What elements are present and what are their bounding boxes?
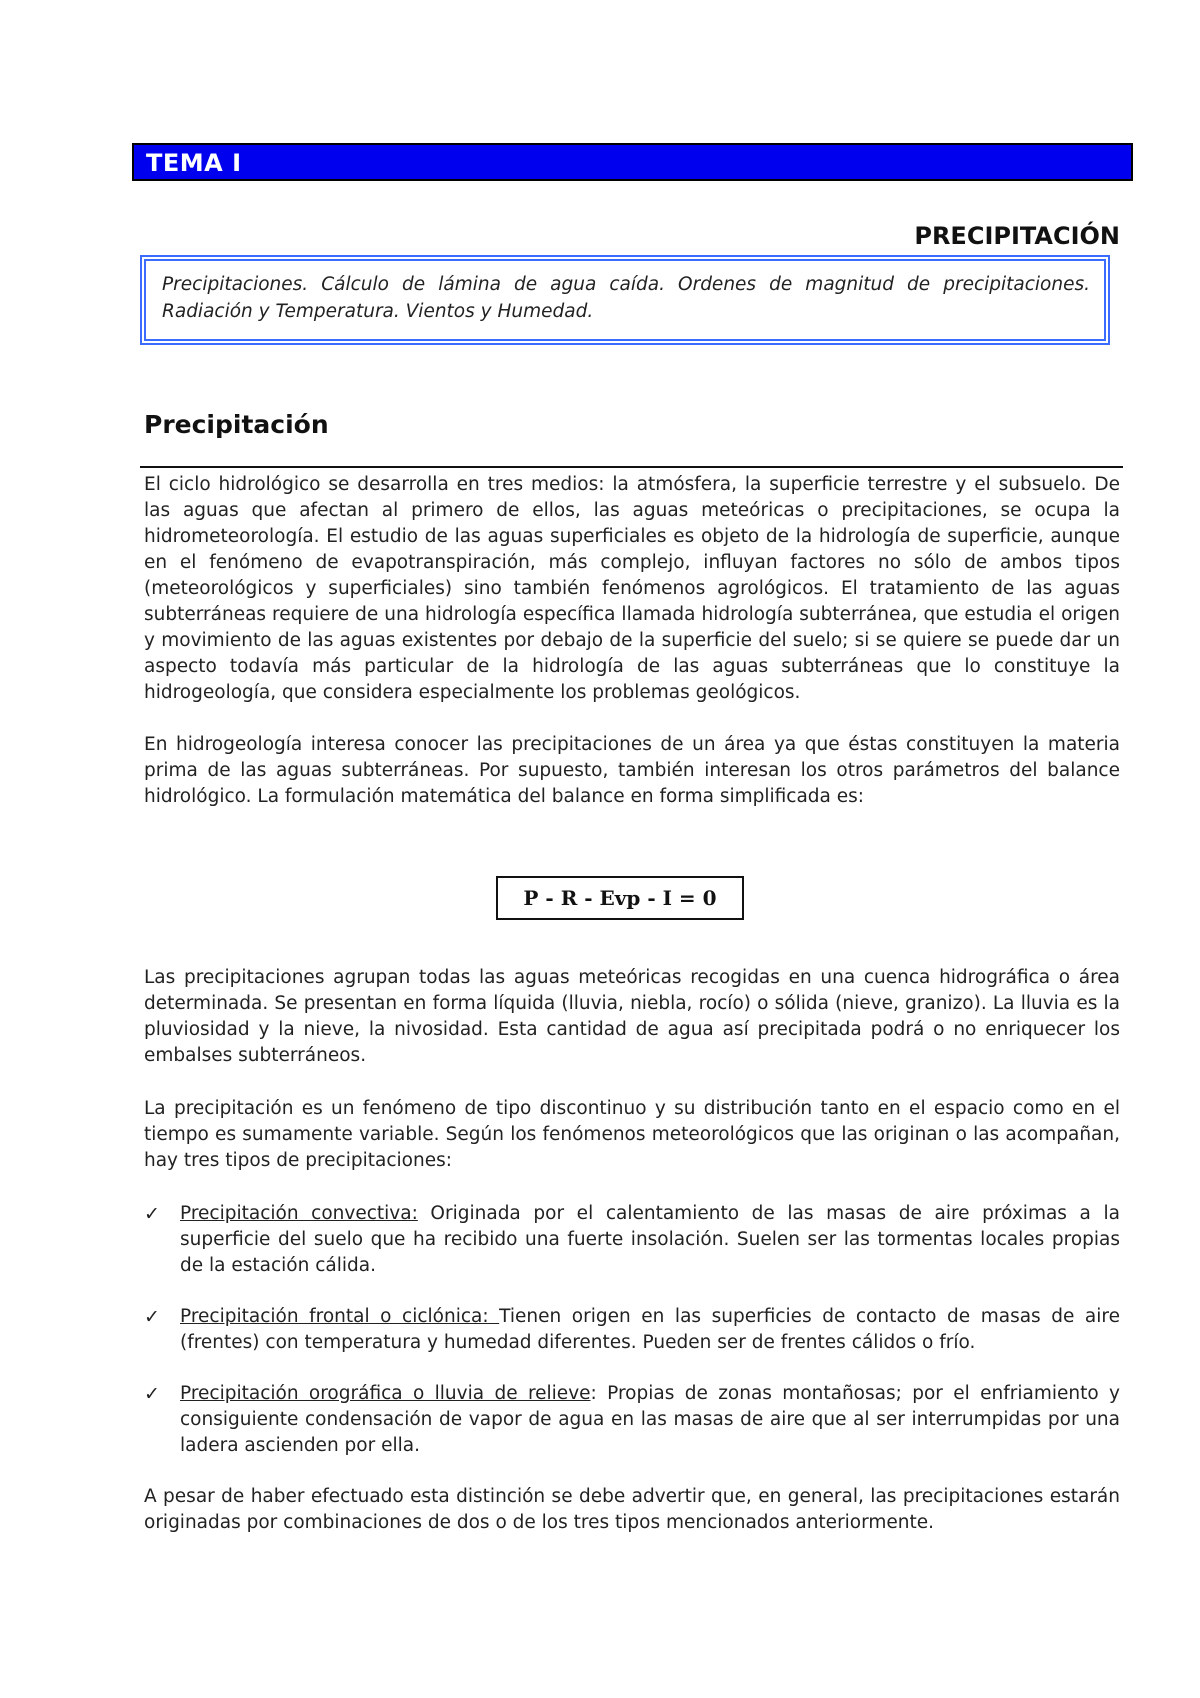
- balance-formula: P - R - Evp - I = 0: [523, 886, 717, 910]
- checkmark-icon: ✓: [144, 1306, 160, 1328]
- summary-text: Precipitaciones. Cálculo de lámina de agua caída. Ordenes de magnitud de precipitaciones. Radiación y Temperatura. Vientos y Humedad.: [162, 274, 1090, 322]
- section-heading: Precipitación: [144, 410, 329, 439]
- bullet-label: Precipitación convectiva:: [180, 1203, 418, 1224]
- tema-header-bar: [132, 143, 1133, 181]
- paragraph-precipitation-forms: Las precipitaciones agrupan todas las aguas meteóricas recogidas en una cuenca hidrográfica o área determinada. Se presentan en forma líquida (lluvia, niebla, rocío) o sólida (nieve, granizo). La lluvia es la pluviosidad y la nieve, la nivosidad. Esta cantidad de agua así precipitada podrá o no enriquecer los embalses subterráneos.: [144, 967, 1120, 1066]
- bullet-description: Tienen origen en las superficies de contacto de masas de aire (frentes) con temperatura y humedad diferentes. Pueden ser de frentes cálidos o frío.: [180, 1306, 1120, 1353]
- bullet-text: [180, 1304, 1120, 1356]
- section-divider: [140, 466, 1123, 468]
- summary-box: [140, 255, 1110, 345]
- formula-box: [496, 876, 744, 920]
- list-item-orographic: [144, 1381, 1120, 1459]
- bullet-text: [180, 1201, 1120, 1279]
- checkmark-icon: ✓: [144, 1203, 160, 1225]
- bullet-label: Precipitación orográfica o lluvia de relieve: [180, 1383, 591, 1404]
- tema-title: TEMA I: [146, 149, 242, 177]
- bullet-text: [180, 1381, 1120, 1459]
- list-item-frontal: [144, 1304, 1120, 1356]
- bullet-description: Originada por el calentamiento de las masas de aire próximas a la superficie del suelo que ha recibido una fuerte insolación. Suelen ser las tormentas locales propias de la estación cálida.: [180, 1203, 1120, 1276]
- chapter-title: PRECIPITACIÓN: [914, 222, 1120, 250]
- checkmark-icon: ✓: [144, 1383, 160, 1405]
- paragraph-conclusion: A pesar de haber efectuado esta distinción se debe advertir que, en general, las precipitaciones estarán originadas por combinaciones de dos o de los tres tipos mencionados anteriormente.: [144, 1486, 1120, 1533]
- list-item-convective: [144, 1201, 1120, 1279]
- paragraph-intro: El ciclo hidrológico se desarrolla en tres medios: la atmósfera, la superficie terrestre y el subsuelo. De las aguas que afectan al primero de ellos, las aguas meteóricas o precipitaciones, se ocupa la hidrometeorología. El estudio de las aguas superficiales es objeto de la hidrología de superficie, aunque en el fenómeno de evapotranspiración, más complejo, influyan factores no sólo de ambos tipos (meteorológicos y superficiales) sino también fenómenos agrológicos. El tratamiento de las aguas subterráneas requiere de una hidrología específica llamada hidrología subterránea, que estudia el origen y movimiento de las aguas existentes por debajo de la superficie del suelo; si se quiere se puede dar un aspecto todavía más particular de la hidrología de las aguas subterráneas que lo constituye la hidrogeología, que considera especialmente los problemas geológicos.: [144, 474, 1120, 703]
- bullet-label: Precipitación frontal o ciclónica:: [180, 1306, 500, 1327]
- bullet-description: : Propias de zonas montañosas; por el enfriamiento y consiguiente condensación de vapor de agua en las masas de aire que al ser interrumpidas por una ladera ascienden por ella.: [180, 1383, 1120, 1456]
- paragraph-hydrogeology: En hidrogeología interesa conocer las precipitaciones de un área ya que éstas constituyen la materia prima de las aguas subterráneas. Por supuesto, también interesan los otros parámetros del balance hidrológico. La formulación matemática del balance en forma simplificada es:: [144, 734, 1120, 807]
- paragraph-precipitation-types: La precipitación es un fenómeno de tipo discontinuo y su distribución tanto en el espacio como en el tiempo es sumamente variable. Según los fenómenos meteorológicos que las originan o las acompañan, hay tres tipos de precipitaciones:: [144, 1098, 1120, 1171]
